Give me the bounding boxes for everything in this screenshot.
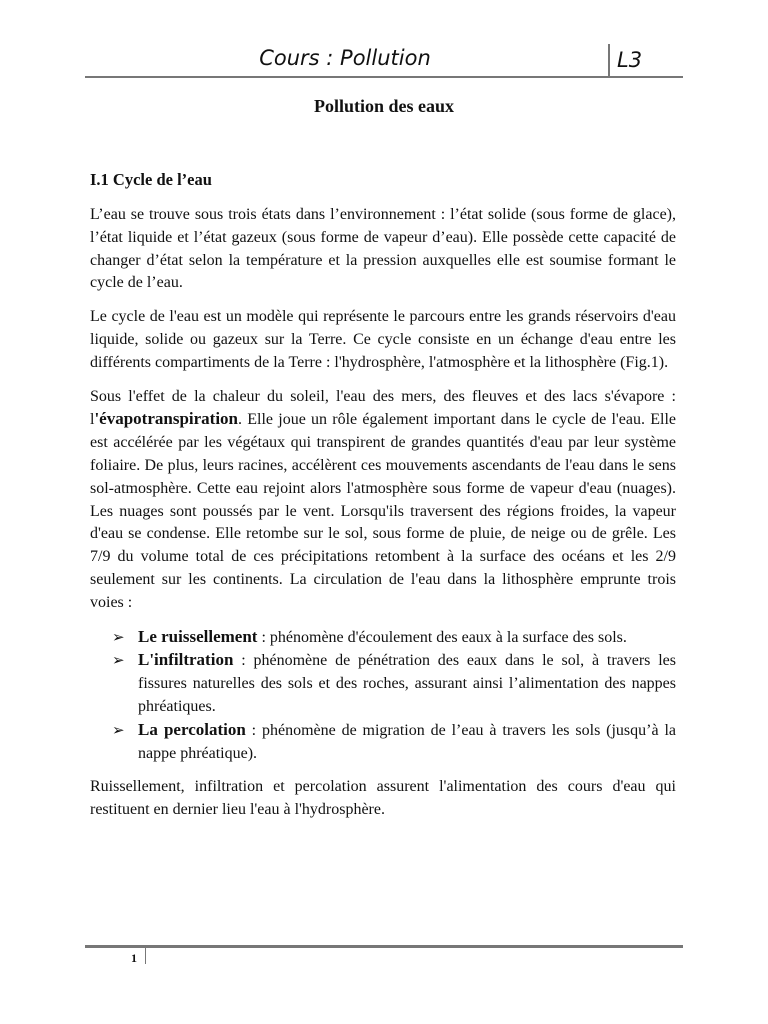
paragraph-text: . Elle joue un rôle également important dans le cycle de l'eau. Elle est accélérée par les végétaux qui transpirent de grandes quantités d'eau par leur système foliaire. De plus, leurs racines, accélèrent ces mouvements ascendants de l'eau dans le sens sol-atmosphère. Cette eau rejoint alors l'atmosphère sous forme de vapeur d'eau (nuages). Les nuages sont poussés par le vent. Lorsqu'ils traversent des régions froides, la vapeur d'eau se condense. Elle retombe sur le sol, sous forme de pluie, de neige ou de grêle. Les 7/9 du volume total de ces précipitations retombent à la surface des océans et les 2/9 seulement sur les continents. La circulation de l'eau dans la lithosphère emprunte trois voies : (90, 411, 676, 611)
bullet-term: La percolation (138, 719, 246, 739)
footer-divider (145, 948, 146, 964)
header-level-code: L3 (617, 48, 643, 72)
footer-rule (85, 945, 683, 948)
document-body (90, 204, 676, 833)
arrow-bullet-icon: ➢ (112, 627, 125, 646)
list-item (90, 649, 676, 718)
header-rule (85, 76, 683, 78)
list-item (90, 626, 676, 650)
list-item (90, 719, 676, 766)
bold-term-evapotranspiration: 'évapotranspiration (94, 409, 239, 429)
bullet-term: L'infiltration (138, 650, 234, 670)
header-divider (608, 44, 610, 78)
bullet-text: : phénomène de pénétration des eaux dans le sol, à travers les fissures naturelles des sols et des roches, assurant ainsi l’alimentation des nappes phréatiques. (138, 652, 676, 715)
bullet-text: : phénomène de migration de l’eau à travers les sols (jusqu’à la nappe phréatique). (138, 721, 676, 762)
section-heading: I.1 Cycle de l’eau (90, 170, 212, 189)
header-course-title: Cours : Pollution (259, 46, 431, 70)
paragraph-conclusion: Ruissellement, infiltration et percolation assurent l'alimentation des cours d'eau qui restituent en dernier lieu l'eau à l'hydrosphère. (90, 778, 676, 819)
paragraph-evapotranspiration (90, 386, 676, 615)
paragraph-text: Sous l'effet de la chaleur du soleil, l'eau des mers, des fleuves et des lacs s'évapore : l (90, 387, 676, 429)
bullet-term: Le ruissellement (138, 626, 258, 646)
arrow-bullet-icon: ➢ (112, 720, 125, 739)
paragraph-states-of-water: L’eau se trouve sous trois états dans l’environnement : l’état solide (sous forme de glace), l’état liquide et l’état gazeux (sous forme de vapeur d’eau). Elle possède cette capacité de changer d’état selon la température et la pression auxquelles elle est soumise formant le cycle de l’eau. (90, 206, 676, 292)
page-number: 1 (131, 951, 137, 965)
arrow-bullet-icon: ➢ (112, 651, 125, 670)
page-title: Pollution des eaux (313, 96, 455, 116)
bullet-text: : phénomène d'écoulement des eaux à la surface des sols. (257, 628, 627, 646)
water-pathways-list (90, 626, 676, 766)
paragraph-water-cycle-model: Le cycle de l'eau est un modèle qui représente le parcours entre les grands réservoirs d'eau liquide, solide ou gazeux sur la Terre. Ce cycle consiste en un échange d'eau entre les différents compartiments de la Terre : l'hydrosphère, l'atmosphère et la lithosphère (Fig.1). (90, 308, 676, 371)
